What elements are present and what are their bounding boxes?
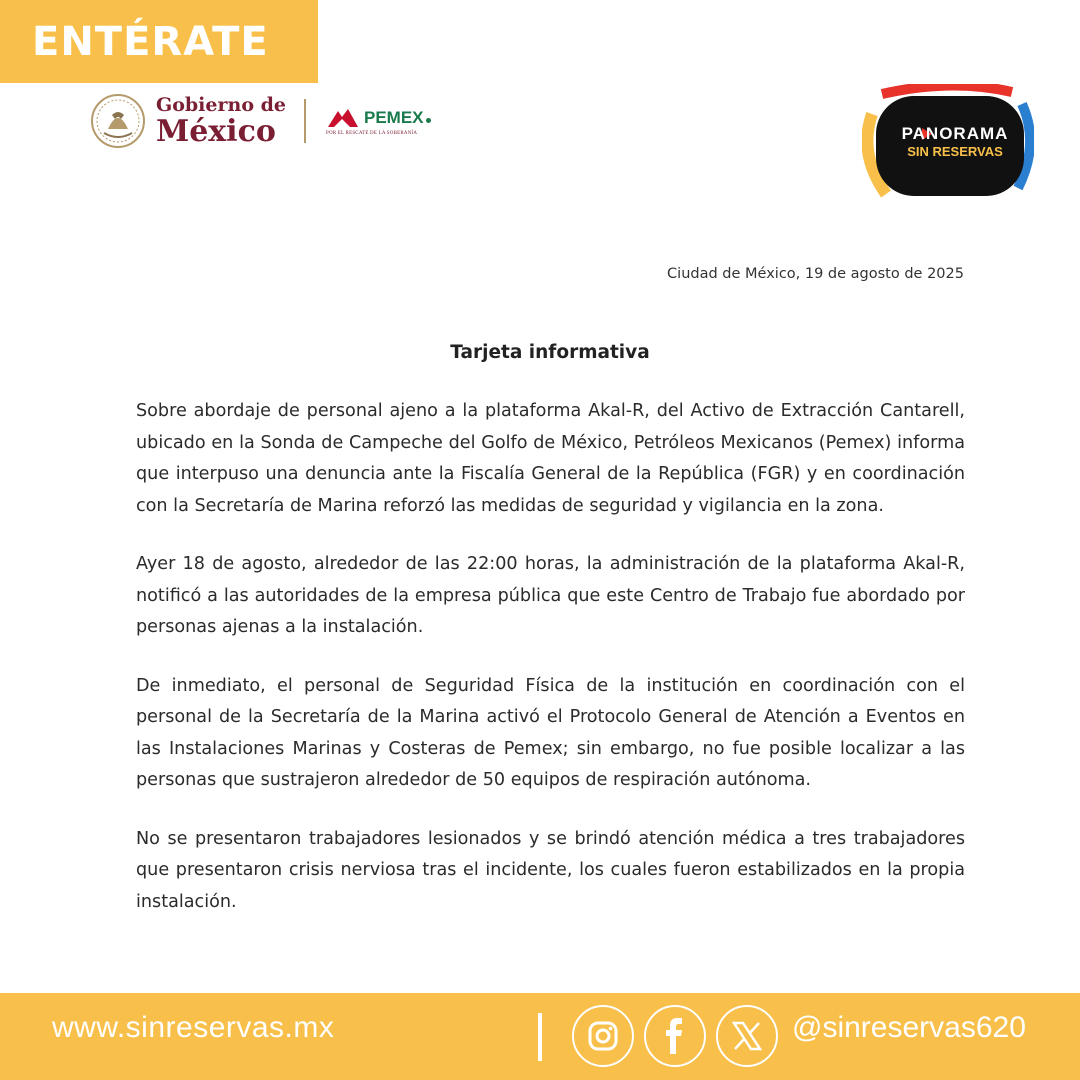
brand-line1: PANORAMA <box>901 124 1009 143</box>
pemex-logo <box>326 107 431 136</box>
paragraph: Ayer 18 de agosto, alrededor de las 22:00 horas, la administración de la plataforma Akal-R, notificó a las autoridades de la empresa pública que este Centro de Trabajo fue abordado por personas ajenas a la instalación. <box>136 554 965 637</box>
pemex-slogan: POR EL RESCATE DE LA SOBERANÍA <box>325 130 418 136</box>
footer-divider <box>538 1013 542 1061</box>
instagram-icon[interactable] <box>572 1005 634 1067</box>
footer-bar <box>0 993 1080 1080</box>
section-tag: ENTÉRATE <box>0 0 318 83</box>
x-icon[interactable] <box>716 1005 778 1067</box>
website-link[interactable]: www.sinreservas.mx <box>52 1011 335 1044</box>
logo-divider <box>304 99 306 143</box>
paragraph: Sobre abordaje de personal ajeno a la plataforma Akal-R, del Activo de Extracción Cantarell, ubicado en la Sonda de Campeche del Golfo de México, Petróleos Mexicanos (Pemex) informa que interpuso una denuncia ante la Fiscalía General de la República (FGR) y en coordinación con la Secretaría de Marina reforzó las medidas de seguridad y vigilancia en la zona. <box>136 401 965 516</box>
paragraph: No se presentaron trabajadores lesionados y se brindó atención médica a tres trabajadores que presentaron crisis nerviosa tras el incidente, los cuales fueron estabilizados en la propia instalación. <box>136 828 965 912</box>
document-title: Tarjeta informativa <box>450 342 650 363</box>
pemex-dot <box>426 118 431 123</box>
facebook-icon[interactable] <box>644 1005 706 1067</box>
gobierno-logo-line2: México <box>156 113 276 149</box>
mexico-seal-icon <box>90 93 146 149</box>
paragraph: De inmediato, el personal de Seguridad Física de la institución en coordinación con el personal de la Secretaría de la Marina activó el Protocolo General de Atención a Eventos en las Instalaciones Marinas y Costeras de Pemex; sin embargo, no fue posible localizar a las personas que sustrajeron alrededor de 50 equipos de respiración autónoma. <box>136 675 965 790</box>
document-date: Ciudad de México, 19 de agosto de 2025 <box>667 266 964 282</box>
document-body <box>136 396 965 945</box>
social-handle[interactable]: @sinreservas620 <box>792 1011 1026 1044</box>
brand-line2: SIN RESERVAS <box>907 144 1003 159</box>
pemex-name: PEMEX <box>363 107 424 127</box>
pemex-eagle-icon <box>326 107 360 129</box>
gobierno-logo-line1: Gobierno de <box>156 93 286 116</box>
institution-logos <box>90 90 431 152</box>
gobierno-de-mexico-logo <box>156 93 286 149</box>
